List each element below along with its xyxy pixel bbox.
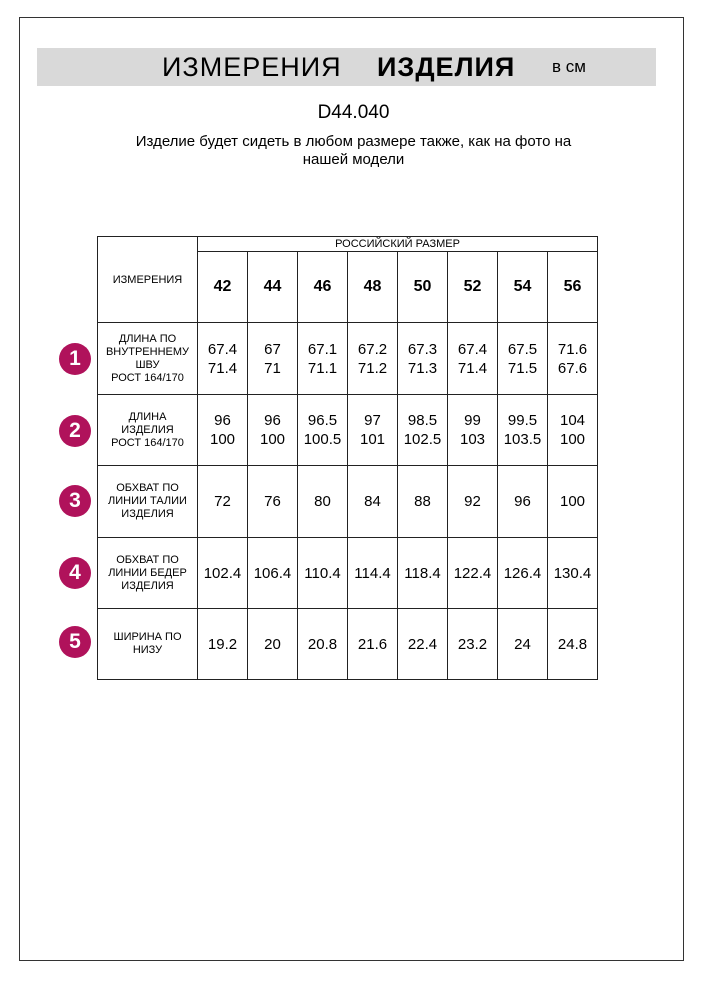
title-word-measurements: ИЗМЕРЕНИЯ bbox=[162, 52, 342, 82]
value-cell bbox=[448, 466, 498, 538]
value-cell bbox=[498, 395, 548, 466]
value-line: 71.6 bbox=[557, 340, 588, 358]
value-cell bbox=[348, 609, 398, 680]
value-cell bbox=[548, 466, 598, 538]
row-label-line: ШИРИНА ПО bbox=[113, 631, 182, 643]
value-line: 67.4 bbox=[207, 340, 238, 358]
value-cell bbox=[548, 609, 598, 680]
value-line: 67.6 bbox=[557, 359, 588, 377]
value-line: 67 bbox=[264, 340, 281, 358]
size-header-56: 56 bbox=[548, 252, 598, 323]
value-line: 100 bbox=[559, 493, 586, 510]
row-label bbox=[98, 609, 198, 680]
value-cell bbox=[398, 538, 448, 609]
value-cell bbox=[498, 609, 548, 680]
size-header-42: 42 bbox=[198, 252, 248, 323]
value-line: 96 bbox=[514, 493, 531, 510]
value-cell bbox=[198, 466, 248, 538]
value-line: 71 bbox=[264, 359, 281, 377]
title-banner bbox=[37, 48, 656, 86]
value-cell bbox=[548, 323, 598, 395]
value-cell bbox=[248, 466, 298, 538]
value-cell bbox=[248, 323, 298, 395]
value-cell bbox=[398, 466, 448, 538]
row-number-badge-2: 2 bbox=[59, 415, 91, 447]
size-header-54: 54 bbox=[498, 252, 548, 323]
value-line: 106.4 bbox=[253, 564, 292, 582]
table-row-waist bbox=[98, 466, 598, 538]
row-label-line: ОБХВАТ ПО bbox=[116, 482, 179, 494]
row-label bbox=[98, 466, 198, 538]
row-label-line: НИЗУ bbox=[132, 644, 163, 656]
value-cell bbox=[298, 395, 348, 466]
value-line: 103 bbox=[459, 431, 486, 448]
value-line: 96.5 bbox=[307, 412, 338, 429]
value-line: 21.6 bbox=[357, 635, 388, 653]
row-label-line: РОСТ 164/170 bbox=[111, 371, 184, 384]
value-line: 99 bbox=[464, 412, 481, 429]
value-cell bbox=[548, 538, 598, 609]
value-line: 76 bbox=[264, 493, 281, 510]
value-cell bbox=[498, 323, 548, 395]
value-cell bbox=[348, 395, 398, 466]
value-line: 110.4 bbox=[304, 564, 341, 582]
value-line: 100 bbox=[209, 431, 236, 448]
value-line: 20.8 bbox=[307, 635, 338, 653]
row-label-line: ДЛИНА ПО bbox=[118, 332, 177, 345]
value-line: 67.4 bbox=[457, 340, 488, 358]
table-row-hips bbox=[98, 538, 598, 609]
value-cell bbox=[298, 466, 348, 538]
value-line: 80 bbox=[314, 493, 331, 510]
row-number-badge-4: 4 bbox=[59, 557, 91, 589]
fit-note-line-2: нашей модели bbox=[302, 151, 405, 168]
table-row-length bbox=[98, 395, 598, 466]
value-cell bbox=[348, 538, 398, 609]
size-header-44: 44 bbox=[248, 252, 298, 323]
value-cell bbox=[448, 609, 498, 680]
value-line: 104 bbox=[559, 412, 586, 429]
row-label-line: ШВУ bbox=[135, 358, 160, 371]
row-label-line: РОСТ 164/170 bbox=[111, 436, 184, 449]
value-line: 71.3 bbox=[407, 359, 438, 377]
value-line: 97 bbox=[364, 412, 381, 429]
value-line: 24.8 bbox=[557, 635, 588, 653]
value-line: 67.3 bbox=[407, 340, 438, 358]
fit-note bbox=[100, 133, 607, 169]
size-header-46: 46 bbox=[298, 252, 348, 323]
row-label-line: ИЗДЕЛИЯ bbox=[121, 423, 174, 436]
product-code: D44.040 bbox=[317, 102, 390, 123]
value-line: 67.1 bbox=[307, 340, 338, 358]
value-cell bbox=[298, 538, 348, 609]
table-row-hem-width bbox=[98, 609, 598, 680]
value-line: 71.4 bbox=[457, 359, 488, 377]
value-line: 100 bbox=[559, 431, 586, 448]
value-cell bbox=[398, 609, 448, 680]
value-line: 71.4 bbox=[207, 359, 238, 377]
value-line: 24 bbox=[514, 635, 531, 653]
value-cell bbox=[198, 538, 248, 609]
value-line: 114.4 bbox=[354, 564, 391, 582]
value-line: 130.4 bbox=[553, 564, 592, 582]
value-line: 101 bbox=[359, 431, 386, 448]
value-cell bbox=[448, 395, 498, 466]
value-line: 67.2 bbox=[357, 340, 388, 358]
value-line: 22.4 bbox=[407, 635, 438, 653]
row-label-line: ДЛИНА bbox=[128, 410, 167, 423]
row-label bbox=[98, 395, 198, 466]
value-line: 20 bbox=[264, 635, 281, 653]
measurements-header: ИЗМЕРЕНИЯ bbox=[98, 237, 198, 323]
value-cell bbox=[248, 538, 298, 609]
value-cell bbox=[298, 609, 348, 680]
value-cell bbox=[348, 323, 398, 395]
value-cell bbox=[398, 395, 448, 466]
value-cell bbox=[198, 323, 248, 395]
value-line: 102.4 bbox=[203, 564, 242, 582]
value-cell bbox=[398, 323, 448, 395]
value-cell bbox=[198, 609, 248, 680]
value-line: 71.1 bbox=[307, 359, 338, 377]
value-line: 98.5 bbox=[407, 412, 438, 429]
value-cell bbox=[498, 466, 548, 538]
value-cell bbox=[348, 466, 398, 538]
fit-note-line-1: Изделие будет сидеть в любом размере также, как на фото на bbox=[135, 133, 572, 150]
value-line: 100 bbox=[259, 431, 286, 448]
row-label bbox=[98, 538, 198, 609]
row-label-line: ЛИНИИ ТАЛИИ bbox=[108, 495, 187, 507]
row-label-line: ИЗДЕЛИЯ bbox=[121, 579, 174, 592]
value-line: 99.5 bbox=[507, 412, 538, 429]
value-line: 92 bbox=[464, 493, 481, 510]
row-number-badge-1: 1 bbox=[59, 343, 91, 375]
value-line: 103.5 bbox=[503, 431, 542, 448]
row-label-line: ВНУТРЕННЕМУ bbox=[105, 345, 190, 358]
value-line: 23.2 bbox=[457, 635, 488, 653]
value-line: 102.5 bbox=[403, 431, 442, 448]
value-cell bbox=[448, 538, 498, 609]
title-unit: в см bbox=[552, 57, 586, 76]
value-cell bbox=[448, 323, 498, 395]
value-cell bbox=[498, 538, 548, 609]
row-label bbox=[98, 323, 198, 395]
row-label-line: ЛИНИИ БЕДЕР bbox=[108, 566, 187, 579]
row-number-badge-5: 5 bbox=[59, 626, 91, 658]
value-line: 100.5 bbox=[303, 431, 342, 448]
row-number-badge-3: 3 bbox=[59, 485, 91, 517]
row-label-line: ОБХВАТ ПО bbox=[116, 553, 179, 566]
size-header-52: 52 bbox=[448, 252, 498, 323]
value-line: 71.2 bbox=[357, 359, 388, 377]
value-cell bbox=[248, 395, 298, 466]
value-cell bbox=[198, 395, 248, 466]
value-line: 84 bbox=[364, 493, 381, 510]
value-line: 96 bbox=[214, 412, 231, 429]
value-line: 122.4 bbox=[453, 564, 492, 582]
size-header-48: 48 bbox=[348, 252, 398, 323]
table-row-inseam bbox=[98, 323, 598, 395]
value-line: 71.5 bbox=[507, 359, 538, 377]
value-line: 67.5 bbox=[507, 340, 538, 358]
row-label-line: ИЗДЕЛИЯ bbox=[121, 508, 174, 520]
size-header-50: 50 bbox=[398, 252, 448, 323]
title-word-product: ИЗДЕЛИЯ bbox=[377, 52, 516, 82]
value-cell bbox=[298, 323, 348, 395]
size-table bbox=[97, 236, 598, 680]
russian-size-header: РОССИЙСКИЙ РАЗМЕР bbox=[198, 237, 598, 252]
value-line: 118.4 bbox=[404, 564, 441, 582]
value-line: 88 bbox=[414, 493, 431, 510]
value-line: 19.2 bbox=[207, 635, 238, 653]
value-line: 72 bbox=[214, 493, 231, 510]
value-cell bbox=[248, 609, 298, 680]
value-cell bbox=[548, 395, 598, 466]
value-line: 96 bbox=[264, 412, 281, 429]
value-line: 126.4 bbox=[503, 564, 542, 582]
